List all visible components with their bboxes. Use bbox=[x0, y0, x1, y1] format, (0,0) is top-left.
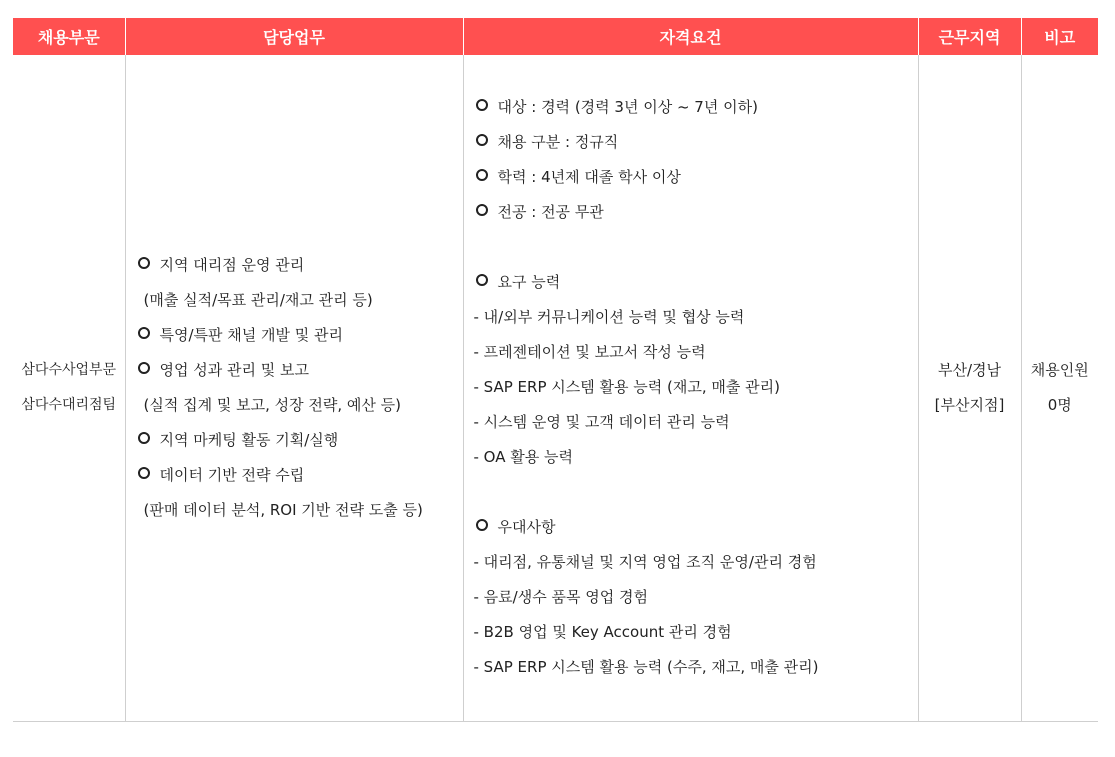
skill-item: - OA 활용 능력 bbox=[473, 448, 573, 467]
requirement-item: 학력 : 4년제 대졸 학사 이상 bbox=[474, 160, 918, 195]
note-line: 0명 bbox=[1047, 395, 1072, 414]
skill-item: - SAP ERP 시스템 활용 능력 (재고, 매출 관리) bbox=[473, 378, 780, 397]
duties-cell bbox=[125, 55, 463, 721]
circle-bullet-icon bbox=[476, 274, 488, 286]
duty-detail: (실적 집계 및 보고, 성장 전략, 예산 등) bbox=[143, 395, 401, 414]
skills-title: 요구 능력 bbox=[474, 265, 918, 300]
skill-item: - 내/외부 커뮤니케이션 능력 및 협상 능력 bbox=[473, 308, 745, 327]
duty-item: 영업 성과 관리 및 보고 bbox=[136, 353, 463, 388]
skill-item: - 프레젠테이션 및 보고서 작성 능력 bbox=[473, 343, 706, 362]
circle-bullet-icon bbox=[476, 519, 488, 531]
recruitment-table bbox=[13, 18, 1098, 722]
circle-bullet-icon bbox=[138, 257, 150, 269]
skill-item: - 시스템 운영 및 고객 데이터 관리 능력 bbox=[473, 413, 730, 432]
duty-item: 지역 대리점 운영 관리 bbox=[136, 248, 463, 283]
spacer bbox=[474, 475, 918, 510]
circle-bullet-icon bbox=[476, 169, 488, 181]
duty-detail: (매출 실적/목표 관리/재고 관리 등) bbox=[143, 290, 373, 309]
spacer bbox=[474, 230, 918, 265]
circle-bullet-icon bbox=[476, 204, 488, 216]
header-duties: 담당업무 bbox=[125, 18, 463, 55]
duty-item: 지역 마케팅 활동 기획/실행 bbox=[136, 423, 463, 458]
location-line: 부산/경남 bbox=[937, 360, 1001, 379]
location-line: [부산지점] bbox=[934, 395, 1005, 414]
table-row bbox=[13, 55, 1098, 721]
job-posting bbox=[13, 18, 1098, 722]
circle-bullet-icon bbox=[138, 467, 150, 479]
circle-bullet-icon bbox=[476, 134, 488, 146]
circle-bullet-icon bbox=[138, 432, 150, 444]
header-note: 비고 bbox=[1021, 18, 1098, 55]
header-department: 채용부문 bbox=[37, 28, 100, 47]
preferred-item: - SAP ERP 시스템 활용 능력 (수주, 재고, 매출 관리) bbox=[473, 658, 819, 677]
table-header-row bbox=[13, 18, 1098, 55]
note-cell bbox=[1021, 55, 1098, 721]
note-line: 채용인원 bbox=[1030, 360, 1089, 379]
department-line: 삼다수대리점팀 bbox=[21, 396, 117, 413]
duty-item: 데이터 기반 전략 수립 bbox=[136, 458, 463, 493]
header-location: 근무지역 bbox=[918, 18, 1021, 55]
duty-detail: (판매 데이터 분석, ROI 기반 전략 도출 등) bbox=[143, 500, 423, 519]
requirement-item: 대상 : 경력 (경력 3년 이상 ~ 7년 이하) bbox=[474, 90, 918, 125]
header-requirements: 자격요건 bbox=[463, 18, 918, 55]
duty-item: 특영/특판 채널 개발 및 관리 bbox=[136, 318, 463, 353]
preferred-item: - B2B 영업 및 Key Account 관리 경험 bbox=[473, 623, 732, 642]
preferred-title: 우대사항 bbox=[474, 510, 918, 545]
location-cell bbox=[918, 55, 1021, 721]
department-line: 삼다수사업부문 bbox=[21, 361, 117, 378]
circle-bullet-icon bbox=[476, 99, 488, 111]
requirements-cell bbox=[463, 55, 918, 721]
department-cell bbox=[13, 55, 125, 721]
preferred-item: - 음료/생수 품목 영업 경험 bbox=[473, 588, 648, 607]
requirement-item: 채용 구분 : 정규직 bbox=[474, 125, 918, 160]
circle-bullet-icon bbox=[138, 327, 150, 339]
preferred-item: - 대리점, 유통채널 및 지역 영업 조직 운영/관리 경험 bbox=[473, 553, 817, 572]
circle-bullet-icon bbox=[138, 362, 150, 374]
requirement-item: 전공 : 전공 무관 bbox=[474, 195, 918, 230]
